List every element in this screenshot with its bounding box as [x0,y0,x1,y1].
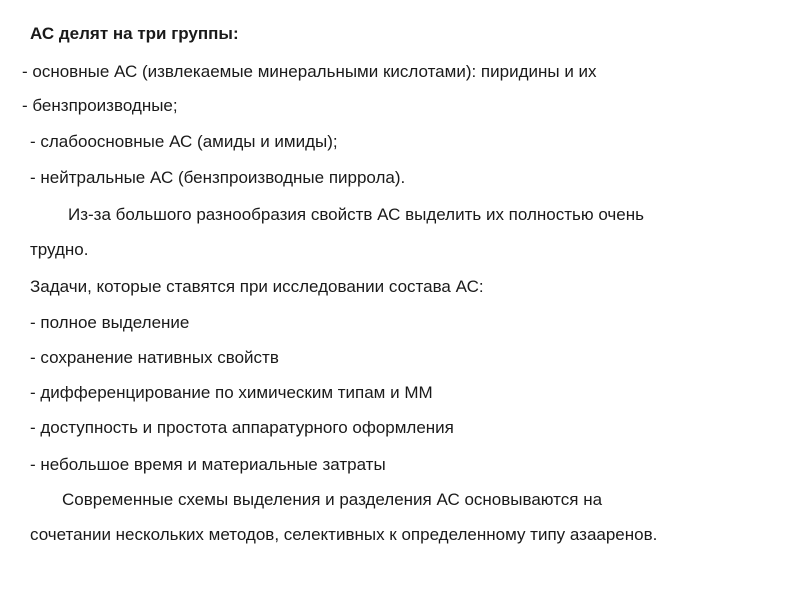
task-item-native-properties: - сохранение нативных свойств [30,348,279,367]
conclusion-paragraph-line2: сочетании нескольких методов, селективных к определенному типу азааренов. [30,525,658,544]
group-item-basic-cont: - бензпроизводные; [22,96,178,115]
group-item-neutral: - нейтральные АС (бензпроизводные пиррола). [30,168,406,187]
conclusion-paragraph-line1: Современные схемы выделения и разделения АС основываются на [62,490,603,509]
difficulty-paragraph-line2: трудно. [30,240,89,259]
group-item-weakly-basic: - слабоосновные АС (амиды и имиды); [30,132,338,151]
heading: АС делят на три группы: [30,24,239,43]
difficulty-paragraph-line1: Из-за большого разнообразия свойств АС выделить их полностью очень [68,205,644,224]
task-item-differentiation: - дифференцирование по химическим типам и ММ [30,383,433,402]
tasks-heading: Задачи, которые ставятся при исследовании состава АС: [30,277,484,296]
group-item-basic: - основные АС (извлекаемые минеральными кислотами): пиридины и их [22,62,597,81]
task-item-time-costs: - небольшое время и материальные затраты [30,455,386,474]
task-item-equipment: - доступность и простота аппаратурного оформления [30,418,454,437]
task-item-full-extraction: - полное выделение [30,313,190,332]
